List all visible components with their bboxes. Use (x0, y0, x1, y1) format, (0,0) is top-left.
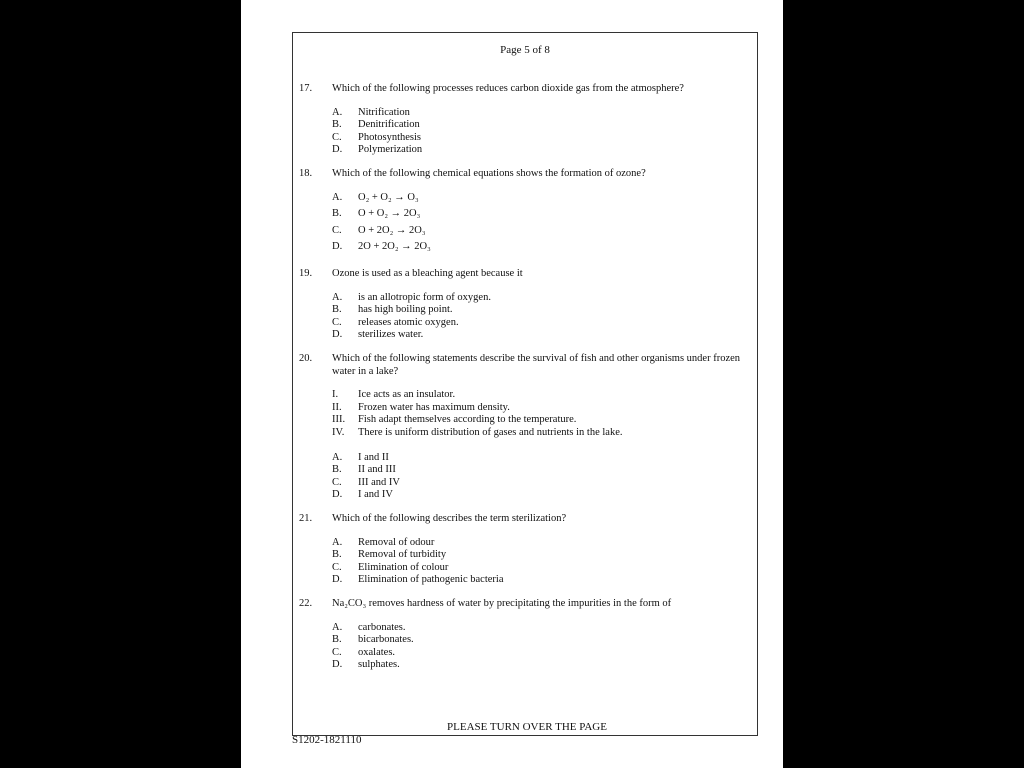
option-b (332, 206, 744, 223)
option-a (332, 622, 744, 635)
question-21 (299, 513, 744, 587)
statement-text: There is uniform distribution of gases and nutrients in the lake. (358, 426, 623, 438)
option-text: Photosynthesis (358, 131, 422, 143)
option-a (332, 107, 744, 120)
option-text: Nitrification (358, 106, 410, 118)
option-letter: A. (332, 621, 343, 633)
option-text: sterilizes water. (358, 329, 424, 341)
question-number: 21. (299, 513, 313, 524)
option-b (332, 634, 744, 647)
option-text: III and IV (358, 476, 400, 488)
option-b (332, 549, 744, 562)
option-text: I and II (358, 451, 389, 463)
option-letter: B. (332, 304, 342, 316)
question-number: 18. (299, 168, 313, 179)
statement-numeral: II. (332, 401, 342, 413)
page-number: Page 5 of 8 (500, 44, 550, 56)
option-d (332, 659, 744, 672)
question-number: 22. (299, 598, 313, 609)
option-text: has high boiling point. (358, 304, 453, 316)
option-d (332, 144, 744, 157)
question-20 (299, 353, 744, 502)
option-letter: D. (332, 144, 343, 156)
option-text: is an allotropic form of oxygen. (358, 291, 491, 303)
option-a (332, 452, 744, 465)
option-text: Denitrification (358, 119, 420, 131)
question-number: 19. (299, 268, 313, 279)
option-letter: C. (332, 316, 342, 328)
option-d (332, 239, 744, 256)
option-a (332, 292, 744, 305)
option-letter: A. (332, 106, 343, 118)
question-text: Na₂CO₃ removes hardness of water by precipitating the impurities in the form of (332, 598, 672, 609)
option-letter: D. (332, 241, 343, 253)
option-c (332, 562, 744, 575)
option-letter: C. (332, 224, 342, 236)
question-17 (299, 83, 744, 157)
option-letter: C. (332, 561, 342, 573)
statement-numeral: III. (332, 414, 346, 426)
option-text: oxalates. (358, 646, 396, 658)
question-text: Which of the following processes reduces carbon dioxide gas from the atmosphere? (332, 83, 684, 94)
option-text: carbonates. (358, 621, 406, 633)
option-text: I and IV (358, 489, 393, 501)
option-d (332, 574, 744, 587)
option-a (332, 190, 744, 207)
option-text: Polymerization (358, 144, 423, 156)
statement-numeral: IV. (332, 426, 345, 438)
statement-1 (332, 389, 744, 402)
question-text: Ozone is used as a bleaching agent because it (332, 268, 523, 279)
question-text: Which of the following describes the term sterilization? (332, 513, 567, 524)
equation-text: O₂ + O₂ → O₃ (358, 191, 419, 203)
option-letter: C. (332, 131, 342, 143)
option-text: Elimination of pathogenic bacteria (358, 574, 504, 586)
question-22 (299, 598, 744, 672)
option-d (332, 489, 744, 502)
paper-code: S1202-1821110 (292, 734, 362, 746)
option-c (332, 317, 744, 330)
option-letter: B. (332, 119, 342, 131)
option-letter: A. (332, 291, 343, 303)
equation-text: O + O₂ → 2O₃ (358, 208, 421, 220)
option-text: releases atomic oxygen. (358, 316, 459, 328)
statement-2 (332, 402, 744, 415)
option-a (332, 537, 744, 550)
option-letter: B. (332, 464, 342, 476)
option-letter: D. (332, 659, 343, 671)
option-text: II and III (358, 464, 396, 476)
option-b (332, 304, 744, 317)
option-b (332, 464, 744, 477)
option-c (332, 132, 744, 145)
option-letter: A. (332, 191, 343, 203)
turn-over-footer: PLEASE TURN OVER THE PAGE (447, 721, 607, 733)
equation-text: 2O + 2O₂ → 2O₃ (358, 241, 431, 253)
option-letter: D. (332, 329, 343, 341)
statement-text: Frozen water has maximum density. (358, 401, 510, 413)
option-letter: B. (332, 549, 342, 561)
equation-text: O + 2O₂ → 2O₃ (358, 224, 426, 236)
option-d (332, 329, 744, 342)
option-c (332, 223, 744, 240)
option-letter: A. (332, 536, 343, 548)
option-letter: A. (332, 451, 343, 463)
statement-3 (332, 414, 744, 427)
option-b (332, 119, 744, 132)
option-letter: D. (332, 574, 343, 586)
statement-numeral: I. (332, 389, 339, 401)
option-letter: B. (332, 208, 342, 220)
option-text: bicarbonates. (358, 634, 414, 646)
statement-text: Ice acts as an insulator. (358, 389, 456, 401)
question-text: Which of the following chemical equations shows the formation of ozone? (332, 168, 646, 179)
option-text: sulphates. (358, 659, 400, 671)
option-letter: C. (332, 476, 342, 488)
option-c (332, 647, 744, 660)
statement-4 (332, 427, 744, 440)
option-letter: C. (332, 646, 342, 658)
question-text: Which of the following statements describe the survival of fish and other organisms under frozen water in a lake? (332, 353, 741, 377)
option-text: Removal of turbidity (358, 549, 447, 561)
option-text: Elimination of colour (358, 561, 449, 573)
option-text: Removal of odour (358, 536, 435, 548)
question-18 (299, 168, 744, 256)
option-letter: D. (332, 489, 343, 501)
question-19 (299, 268, 744, 342)
option-c (332, 477, 744, 490)
option-letter: B. (332, 634, 342, 646)
statement-text: Fish adapt themselves according to the temperature. (358, 414, 577, 426)
question-number: 17. (299, 83, 313, 94)
question-number: 20. (299, 353, 313, 364)
